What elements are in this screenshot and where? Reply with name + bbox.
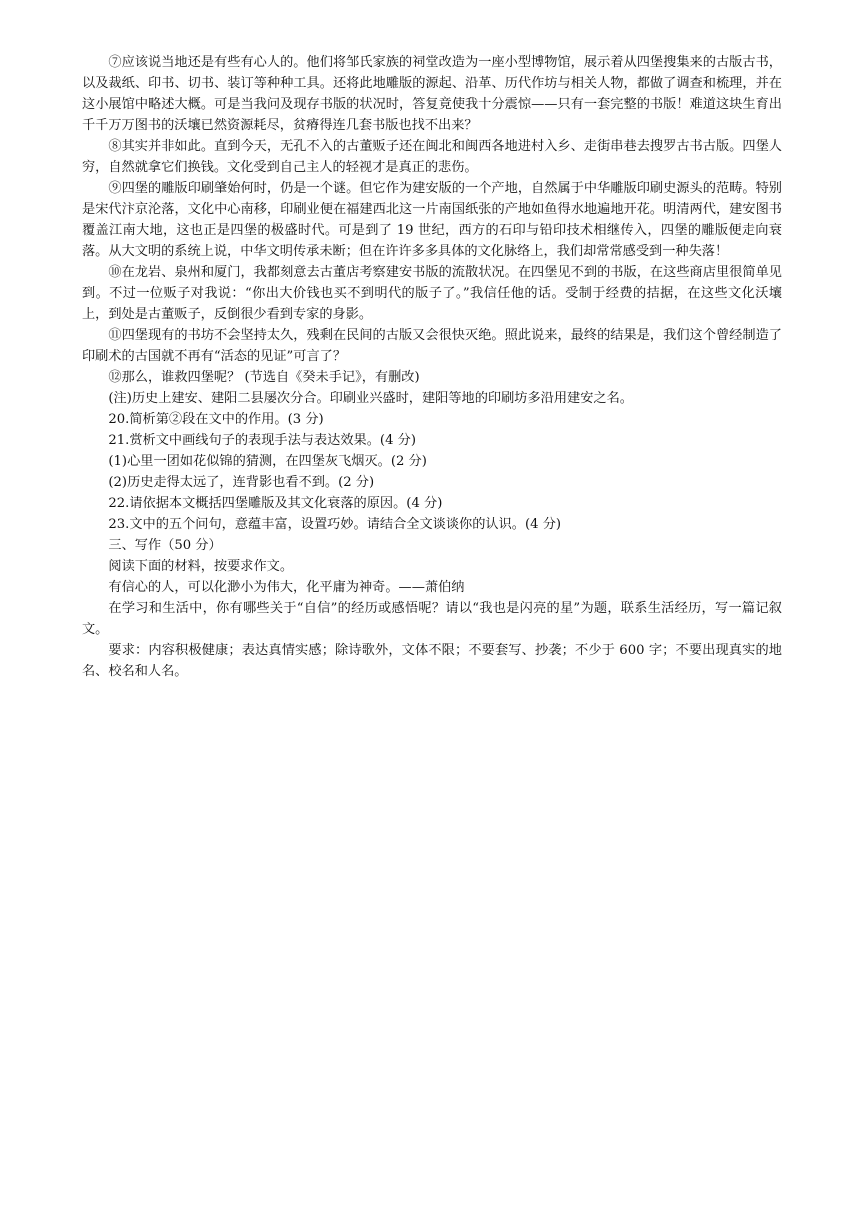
writing-quote: 有信心的人，可以化渺小为伟大，化平庸为神奇。——萧伯纳 [108,580,465,595]
question-22: 22.请依据本文概括四堡雕版及其文化衰落的原因。(4 分) [108,496,443,511]
question-20: 20.简析第②段在文中的作用。(3 分) [108,412,324,427]
paragraph-9: ⑨四堡的雕版印刷肇始何时，仍是一个谜。但它作为建安版的一个产地，自然属于中华雕版印刷史源头的范畴。特别是宋代汴京沦落，文化中心南移，印刷业便在福建西北这一片南国纸张的产地如鱼得水地遍地开花。明清两代，建安图书覆盖江南大地，这也正是四堡的极盛时代。可是到了 19 世纪，西方的石印与铅印技术相继传入，四堡的雕版便走向衰落。从大文明的系统上说，中华文明传承未断；但在许许多多具体的文化脉络上，我们却常常感受到一种失落！ [82,181,782,259]
writing-instruction: 阅读下面的材料，按要求作文。 [108,559,294,574]
question-21-part-2: (2)历史走得太远了，连背影也看不到。(2 分) [108,475,375,490]
question-21-part-1: (1)心里一团如花似锦的猜测，在四堡灰飞烟灭。(2 分) [108,454,427,469]
writing-prompt: 在学习和生活中，你有哪些关于“自信”的经历或感悟呢？请以“我也是闪亮的星”为题，联系生活经历，写一篇记叙文。 [82,601,782,637]
paragraph-7: ⑦应该说当地还是有些有心人的。他们将邹氏家族的祠堂改造为一座小型博物馆，展示着从四堡搜集来的古版古书，以及裁纸、印书、切书、装订等种种工具。还将此地雕版的源起、沿革、历代作坊与相关人物，都做了调查和梳理，并在这小展馆中略述大概。可是当我问及现存书版的状况时，答复竟使我十分震惊——只有一套完整的书版！难道这块生育出千千万万图书的沃壤已然资源耗尽，贫瘠得连几套书版也找不出来？ [82,55,782,133]
paragraph-8: ⑧其实并非如此。直到今天，无孔不入的古董贩子还在闽北和闽西各地进村入乡、走街串巷去搜罗古书古版。四堡人穷，自然就拿它们换钱。文化受到自己主人的轻视才是真正的悲伤。 [82,139,782,175]
paragraph-12: ⑫那么，谁救四堡呢？ (节选自《癸未手记》，有删改) [108,370,420,385]
writing-requirements: 要求：内容积极健康；表达真情实感；除诗歌外，文体不限；不要套写、抄袭；不少于 600 字；不要出现真实的地名、校名和人名。 [82,643,782,679]
paragraph-10: ⑩在龙岩、泉州和厦门，我都刻意去古董店考察建安书版的流散状况。在四堡见不到的书版，在这些商店里很简单见到。不过一位贩子对我说：“你出大价钱也买不到明代的版子了。”我信任他的话。受制于经费的拮据，在这些文化沃壤上，到处是古董贩子，反倒很少看到专家的身影。 [82,265,782,322]
question-21: 21.赏析文中画线句子的表现手法与表达效果。(4 分) [108,433,416,448]
document-page [82,52,782,682]
question-23: 23.文中的五个问句，意蕴丰富，设置巧妙。请结合全文谈谈你的认识。(4 分) [108,517,562,532]
source-note: (注)历史上建安、建阳二县屡次分合。印刷业兴盛时，建阳等地的印刷坊多沿用建安之名。 [108,391,633,406]
paragraph-11: ⑪四堡现有的书坊不会坚持太久，残剩在民间的古版又会很快灭绝。照此说来，最终的结果是，我们这个曾经制造了印刷术的古国就不再有“活态的见证”可言了？ [82,328,782,364]
section-heading-writing: 三、写作（50 分） [108,538,222,553]
